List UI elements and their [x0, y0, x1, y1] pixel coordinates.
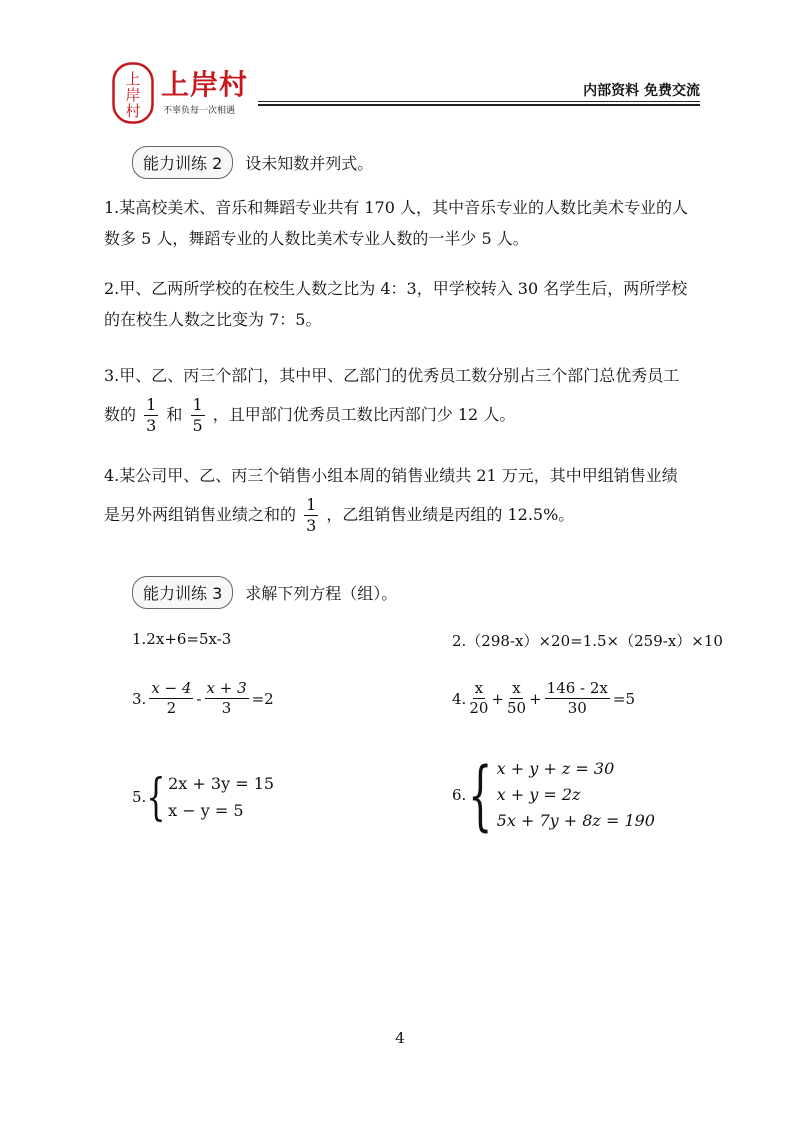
- problem-3-pre: 数的: [104, 405, 137, 424]
- problem-2: [104, 273, 700, 335]
- frac-den: 3: [306, 516, 317, 535]
- svg-text:上: 上: [125, 70, 141, 88]
- eq-4-fraction-1: [469, 681, 488, 716]
- header-divider-thick: [258, 104, 700, 106]
- section-3-badge: 能力训练 3: [132, 576, 233, 609]
- problem-1-line-2: 数多 5 人，舞蹈专业的人数比美术专业人数的一半少 5 人。: [104, 229, 529, 248]
- frac-num: x + 3: [206, 679, 247, 697]
- frac-num: x: [512, 679, 521, 697]
- eq-3-fraction-2: [205, 681, 249, 716]
- eq-4-prefix: 4.: [452, 689, 467, 708]
- equation-1: 1.2x+6=5x-3: [132, 630, 232, 648]
- eq-3-operator: -: [196, 689, 202, 708]
- problem-2-line-1: 2.甲、乙两所学校的在校生人数之比为 4：3，甲学校转入 30 名学生后，两所学校: [104, 279, 688, 298]
- equation-4: [452, 681, 635, 716]
- eq-6-rows: [497, 756, 655, 834]
- header-divider: [258, 101, 700, 102]
- section-2-header: [132, 146, 373, 179]
- section-3-header: [132, 576, 397, 609]
- brand-name: 上岸村: [161, 68, 249, 101]
- problem-2-line-2: 的在校生人数之比变为 7：5。: [104, 310, 322, 329]
- equation-2: 2.（298-x）×20=1.5×（259-x）×10: [452, 632, 723, 650]
- left-brace-icon: {: [468, 750, 493, 839]
- eq-4-operator-1: +: [491, 689, 504, 708]
- problem-1-line-1: 1.某高校美术、音乐和舞蹈专业共有 170 人，其中音乐专业的人数比美术专业的人: [104, 198, 688, 217]
- problem-4-line-1: 4.某公司甲、乙、丙三个销售小组本周的销售业绩共 21 万元，其中甲组销售业绩: [104, 466, 678, 485]
- frac-den: 2: [166, 699, 177, 717]
- problem-3-mid: 和: [166, 405, 183, 424]
- section-3-instruction: 求解下列方程（组）。: [245, 584, 398, 603]
- problem-3: [104, 360, 700, 434]
- svg-text:岸: 岸: [125, 86, 141, 104]
- seal-logo-icon: [112, 62, 154, 124]
- equation-6: [452, 750, 655, 839]
- fraction-one-third: [144, 397, 158, 434]
- eq-6-row-3: 5x + 7y + 8z = 190: [496, 811, 655, 830]
- brand-slogan: 不辜负每一次相遇: [163, 106, 236, 116]
- eq-5-row-1: 2x + 3y = 15: [168, 774, 275, 793]
- eq-4-fraction-3: [545, 681, 610, 716]
- frac-den: 3: [146, 416, 157, 435]
- eq-3-prefix: 3.: [132, 689, 147, 708]
- frac-num: x: [474, 679, 484, 697]
- eq-6-row-2: x + y = 2z: [496, 785, 581, 804]
- eq-5-row-2: x − y = 5: [168, 801, 244, 820]
- svg-text:村: 村: [125, 102, 141, 120]
- equation-3: [132, 681, 274, 716]
- problem-1: [104, 192, 700, 254]
- eq-6-prefix: 6.: [452, 786, 467, 804]
- fraction-one-fifth: [191, 397, 205, 434]
- problem-3-line-1: 3.甲、乙、丙三个部门，其中甲、乙部门的优秀员工数分别占三个部门总优秀员工: [104, 366, 680, 385]
- frac-num: 146 - 2x: [546, 679, 608, 697]
- eq-4-fraction-2: [507, 681, 526, 716]
- problem-4-pre: 是另外两组销售业绩之和的: [104, 505, 297, 524]
- frac-den: 50: [506, 699, 527, 717]
- frac-num: x − 4: [151, 679, 192, 697]
- eq-4-operator-2: +: [529, 689, 542, 708]
- header-label: 内部资料 免费交流: [583, 83, 700, 99]
- equation-5: [132, 770, 274, 824]
- frac-den: 3: [221, 699, 232, 717]
- frac-num: 1: [146, 395, 157, 414]
- eq-5-prefix: 5.: [132, 788, 147, 806]
- fraction-one-third: [304, 497, 318, 534]
- problem-3-post: ，且甲部门优秀员工数比丙部门少 12 人。: [212, 405, 516, 424]
- problem-3-line-2: [104, 397, 700, 434]
- eq-3-fraction-1: [149, 681, 193, 716]
- section-2-badge: 能力训练 2: [132, 146, 233, 179]
- frac-den: 30: [567, 699, 587, 717]
- eq-5-rows: [168, 770, 274, 824]
- frac-num: 1: [306, 495, 317, 514]
- section-2-instruction: 设未知数并列式。: [245, 154, 374, 173]
- problem-4: [104, 460, 700, 534]
- problem-4-post: ，乙组销售业绩是丙组的 12.5%。: [326, 505, 575, 524]
- problem-4-line-2: [104, 497, 700, 534]
- left-brace-icon: {: [146, 768, 166, 826]
- eq-3-rhs: =2: [251, 689, 274, 708]
- frac-num: 1: [192, 395, 203, 414]
- eq-6-row-1: x + y + z = 30: [496, 759, 615, 778]
- frac-den: 20: [469, 699, 489, 717]
- frac-den: 5: [192, 416, 203, 435]
- eq-4-rhs: =5: [612, 689, 636, 708]
- page-number: 4: [395, 1029, 405, 1047]
